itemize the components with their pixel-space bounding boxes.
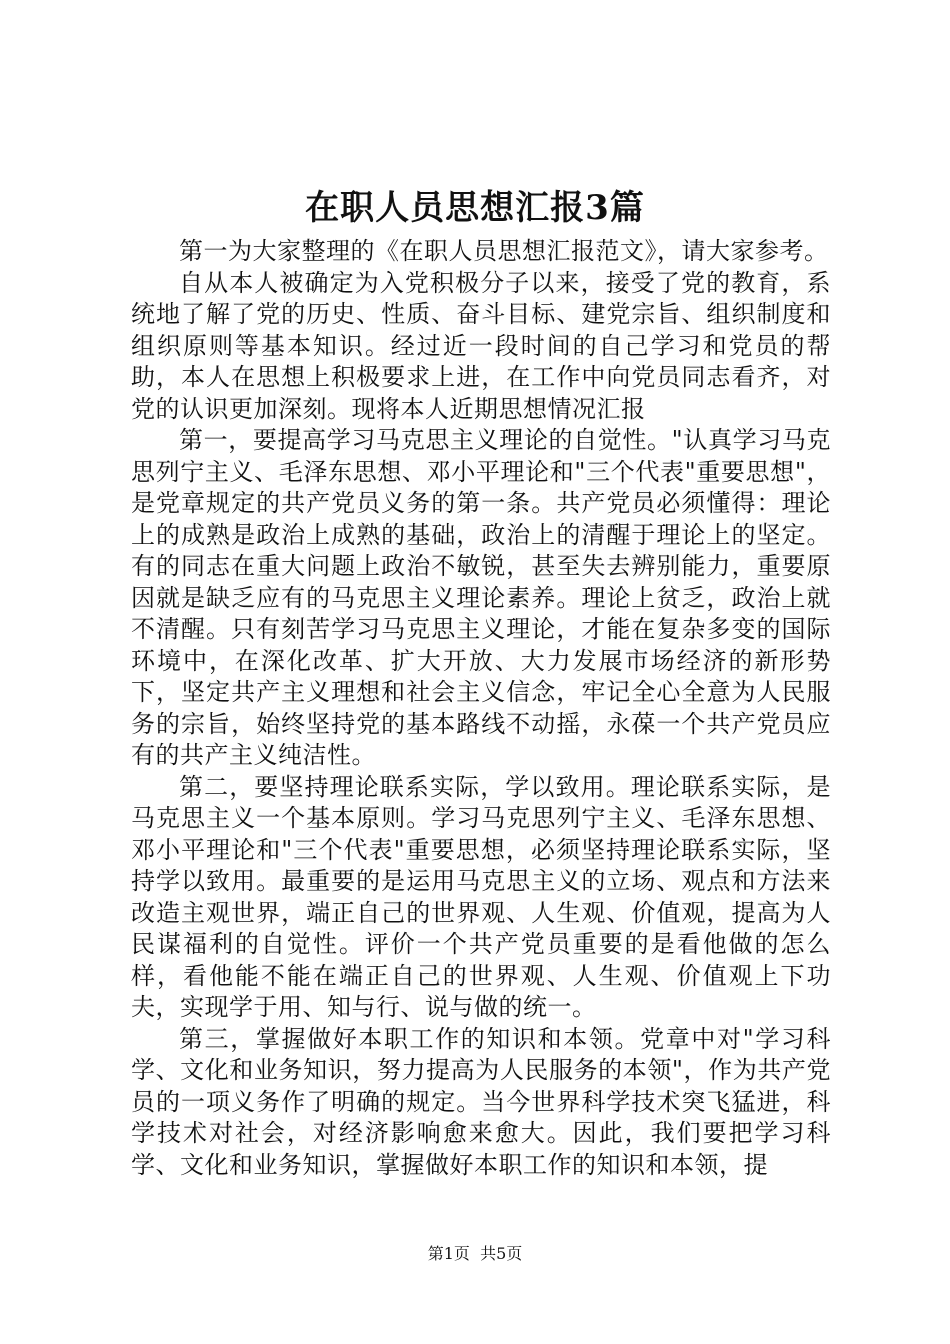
document-body: [131, 236, 831, 1181]
paragraph-second-point: 第二，要坚持理论联系实际，学以致用。理论联系实际，是马克思主义一个基本原则。学习马克思列宁主义、毛泽东思想、邓小平理论和"三个代表"重要思想，必须坚持理论联系实际，坚持学以致用。最重要的是运用马克思主义的立场、观点和方法来改造主观世界，端正自己的世界观、人生观、价值观，提高为人民谋福利的自觉性。评价一个共产党员重要的是看他做的怎么样，看他能不能在端正自己的世界观、人生观、价值观上下功夫，实现学于用、知与行、说与做的统一。: [131, 772, 831, 1021]
page-total: 共5页: [480, 1244, 523, 1263]
paragraph-background: 自从本人被确定为入党积极分子以来，接受了党的教育，系统地了解了党的历史、性质、奋斗目标、建党宗旨、组织制度和组织原则等基本知识。经过近一段时间的自己学习和党员的帮助，本人在思想上积极要求上进，在工作中向党员同志看齐，对党的认识更加深刻。现将本人近期思想情况汇报: [131, 268, 831, 423]
paragraph-third-point: 第三，掌握做好本职工作的知识和本领。党章中对"学习科学、文化和业务知识，努力提高为人民服务的本领"，作为共产党员的一项义务作了明确的规定。当今世界科学技术突飞猛进，科学技术对社会，对经济影响愈来愈大。因此，我们要把学习科学、文化和业务知识，掌握做好本职工作的知识和本领，提: [131, 1024, 831, 1179]
paragraph-intro: 第一为大家整理的《在职人员思想汇报范文》，请大家参考。: [179, 237, 829, 265]
document-title: 在职人员思想汇报3篇: [305, 188, 645, 228]
page-number: 第1页: [427, 1244, 470, 1263]
paragraph-first-point: 第一，要提高学习马克思主义理论的自觉性。"认真学习马克思列宁主义、毛泽东思想、邓小平理论和"三个代表"重要思想"，是党章规定的共产党员义务的第一条。共产党员必须懂得：理论上的成熟是政治上成熟的基础，政治上的清醒于理论上的坚定。有的同志在重大问题上政治不敏锐，甚至失去辨别能力，重要原因就是缺乏应有的马克思主义理论素养。理论上贫乏，政治上就不清醒。只有刻苦学习马克思主义理论，才能在复杂多变的国际环境中，在深化改革、扩大开放、大力发展市场经济的新形势下，坚定共产主义理想和社会主义信念，牢记全心全意为人民服务的宗旨，始终坚持党的基本路线不动摇，永葆一个共产党员应有的共产主义纯洁性。: [131, 426, 831, 769]
page-footer: [0, 1244, 950, 1264]
